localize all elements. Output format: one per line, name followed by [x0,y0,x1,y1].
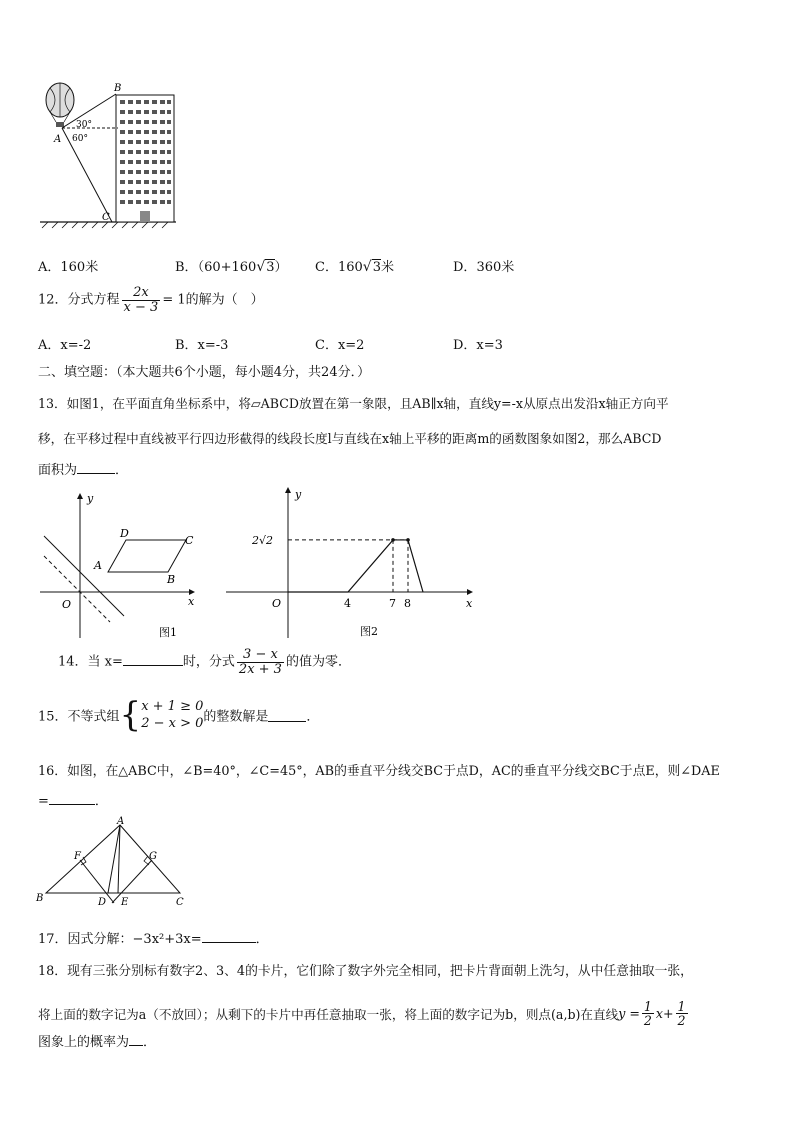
fig16-label-a: A [117,816,125,827]
x-tick-label: 4 [344,597,351,610]
answer-blank [49,792,95,805]
fig16-label-e: E [121,897,129,908]
q13-figure-2-chart [222,482,478,642]
x-tick-label: 7 [389,597,396,610]
q13-line3-end: ． [115,463,129,478]
answer-blank [77,461,115,474]
fig1-label-o: O [62,598,72,611]
q18-fraction-1 [642,1000,654,1027]
fig2-caption: 图2 [360,625,378,638]
fig1-label-y: y [87,492,94,505]
q14-fraction [237,648,284,676]
data-point [406,538,410,542]
q12-option-d: D．x=3 [453,338,503,353]
q18-line3-end: ． [143,1035,157,1050]
building-door [140,211,150,222]
radicand: 3 [372,260,381,275]
q11-option-b: B．（60+160√3） [175,259,288,275]
q12-denominator: x − 3 [123,299,159,315]
q11-option-a [38,256,98,275]
q11-option-c: C．160√3米 [315,259,394,275]
fig1-label-b: B [167,573,176,586]
inequality-2: 2 − x > 0 [141,716,204,731]
fig16-label-c: C [176,897,184,908]
q13-line3 [38,459,128,478]
q12-option-b: B．x=-3 [175,338,229,353]
option-letter: A． [38,260,61,275]
q18-eq-x: x+ [655,1006,674,1022]
angle-60: 60° [72,134,88,144]
q12-fraction [122,286,161,314]
label-a: A [54,134,62,145]
q18-line2 [38,1000,690,1027]
q11-option-d [453,256,514,275]
balloon-building-figure [36,80,186,235]
fig16-label-g: G [149,851,157,862]
q12-option-c: C．x=2 [315,338,365,353]
q12-prefix: 12．分式方程 [38,292,120,308]
fraction-numerator: 1 [677,999,686,1014]
fig1-label-x: x [188,595,195,608]
q16-line2 [38,790,108,809]
option-text: 160米 [60,260,99,275]
fig2-label-o: O [272,597,282,610]
answer-blank [129,1033,143,1046]
q14-suffix: 的值为零． [285,654,351,670]
triangle-abc [46,825,180,893]
fig2-label-x: x [466,597,473,610]
right-angle-f [81,857,86,865]
option-letter: D． [453,260,477,275]
fraction-denominator: 2 [643,1013,652,1029]
fig16-label-d: D [98,897,107,908]
series-line [288,540,423,592]
q14-prefix: 14．当 x= [58,654,123,670]
label-b: B [114,83,122,94]
q16-line2-end: ． [94,794,108,809]
q14-numerator: 3 − x [237,648,284,663]
q16-line2-text: = [38,794,49,809]
fig1-caption: 图1 [159,626,177,639]
label-c: C [102,212,110,223]
section-heading: 二、填空题：（本大题共6个小题，每小题4分，共24分．） [38,365,371,380]
fig1-label-d: D [120,527,129,540]
brace-glyph: { [119,695,142,735]
parallelogram-abcd [108,540,186,572]
option-letter: B． [175,260,198,275]
answer-blank [202,930,256,943]
q14-denominator: 2x + 3 [238,661,282,677]
q18-line3 [38,1031,156,1050]
fraction-denominator: 2 [677,1013,686,1029]
data-point [391,538,395,542]
option-letter: C． [315,260,338,275]
q16-triangle-figure [34,815,194,910]
y-tick-label: 2√2 [252,533,274,547]
q15-question [38,695,320,735]
option-text: 160 [337,260,363,275]
fig16-label-b: B [36,893,44,904]
q13-figure-1 [36,490,206,640]
radicand: 3 [266,260,275,275]
inequality-1: x + 1 ≥ 0 [141,699,204,714]
q18-line1: 18．现有三张分别标有数字2、3、4的卡片，它们除了数字外完全相同，把卡片背面朝上洗匀，从中任意抽取一张， [38,964,693,979]
q18-eq-y: y = [618,1006,640,1022]
fig2-label-y: y [295,488,302,501]
q14-question [58,648,351,676]
fig16-label-f: F [74,851,81,862]
q12-rhs: = 1 [162,292,186,308]
q13-line2: 移，在平移过程中直线被平行四边形截得的线段长度l与直线在x轴上平移的距离m的函数图象如图2，那么ABCD [38,431,662,446]
x-tick-label: 8 [404,597,411,610]
q13-line1: 13．如图1，在平面直角坐标系中，将▱ABCD放置在第一象限，且AB∥x轴，直线y=-x从原点出发沿x轴正方向平 [38,396,669,411]
bisector-fd [80,860,114,903]
q18-line3-text: 图象上的概率为 [38,1035,130,1050]
fig1-solid-line [44,536,124,616]
option-text: 360米 [476,260,515,275]
answer-blank [123,653,183,666]
fig1-label-c: C [185,534,194,547]
angle-30: 30° [76,120,92,130]
q15-prefix: 15．不等式组 [38,709,120,725]
option-text-end: ） [274,260,288,275]
q14-mid: 时，分式 [182,654,235,670]
q13-line3-text: 面积为 [38,463,78,478]
q18-fraction-2 [676,1000,688,1027]
q12-numerator: 2x [122,286,161,301]
q12-suffix: 的解为（ ） [185,292,264,308]
q17-question [38,928,269,947]
q17-end: ． [255,932,269,947]
fraction-numerator: 1 [643,999,652,1014]
fig1-label-a: A [94,559,102,572]
q12-question [38,286,264,314]
q18-line2-text: 将上面的数字记为a（不放回）；从剩下的卡片中再任意抽取一张，将上面的数字记为b，则点(a,b)在直线 [38,1007,619,1023]
option-text: （60+160 [197,260,257,275]
q12-option-a: A．x=-2 [38,338,92,353]
q15-suffix: 的整数解是 [203,709,269,725]
q15-end: ． [306,709,320,725]
answer-blank [268,709,306,722]
option-text-end: 米 [380,260,394,275]
q16-line1: 16．如图，在△ABC中，∠B=40°，∠C=45°，AB的垂直平分线交BC于点D，AC的垂直平分线交BC于点E，则∠DAE [38,764,720,779]
q17-text: 17．因式分解：−3x²+3x= [38,932,202,947]
inequality-system [141,698,203,732]
